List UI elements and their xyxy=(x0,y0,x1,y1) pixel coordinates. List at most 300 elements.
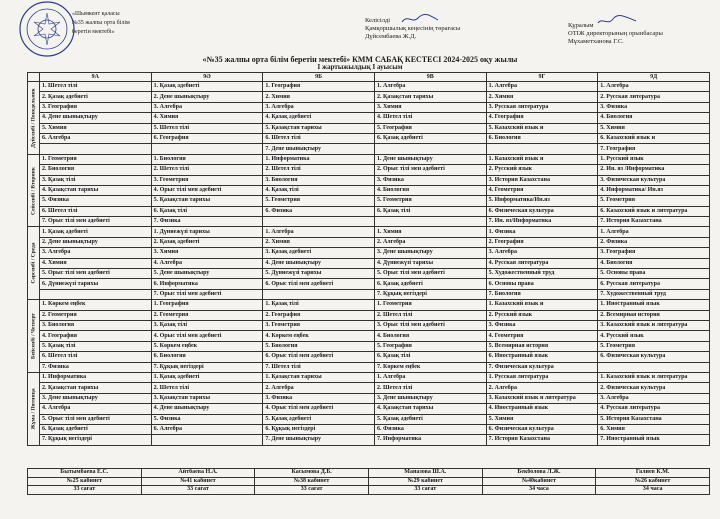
lesson-cell: 1. Казахский язык и xyxy=(486,300,598,310)
lesson-cell xyxy=(374,217,486,227)
lesson-cell: 3. Алгебра xyxy=(486,248,598,258)
approved-name: Мұхаметханова Г.С. xyxy=(568,38,624,45)
lesson-cell: 1. Шетел тілі xyxy=(40,82,152,92)
lesson-cell: 6. География xyxy=(151,133,263,143)
lesson-cell: 2. Русский язык xyxy=(486,165,598,175)
lesson-row xyxy=(28,227,710,237)
lesson-cell: 1. Казахский язык и xyxy=(486,154,598,164)
lesson-row xyxy=(28,414,710,424)
lesson-cell: 1. Русский язык xyxy=(598,154,710,164)
weekly-hours: 34 часа xyxy=(482,486,596,495)
agreed-label: Келісілді xyxy=(365,17,391,24)
room-number: №38 кабинет xyxy=(255,477,369,486)
lesson-cell: 6. Шетел тілі xyxy=(40,206,152,216)
lesson-cell: 5. Информатика/Ин.яз xyxy=(486,196,598,206)
lesson-cell: 2. Русская литература xyxy=(598,92,710,102)
lesson-cell: 1. Иностранный язык xyxy=(598,300,710,310)
lesson-cell: 6. Биология xyxy=(486,133,598,143)
lesson-cell: 1. Химия xyxy=(374,227,486,237)
school-name-line: беретін мектебі» xyxy=(72,29,115,35)
lesson-cell: 5. Дүниежүзі тарихы xyxy=(263,269,375,279)
lesson-cell: 2. Қазақ әдебиеті xyxy=(151,237,263,247)
lesson-cell: 7. Биология xyxy=(486,289,598,299)
lesson-cell: 6. Құқық негіздері xyxy=(263,424,375,434)
room-number: №29 кабинет xyxy=(368,477,482,486)
lesson-cell: 2. Шетел тілі xyxy=(263,165,375,175)
lesson-cell: 4. Биология xyxy=(598,113,710,123)
lesson-cell: 6. Иностранный язык xyxy=(486,352,598,362)
lesson-row xyxy=(28,383,710,393)
lesson-cell: 5. Геометрия xyxy=(263,196,375,206)
page-title: «№35 жалпы орта білім беретін мектебі» КММ САБАҚ КЕСТЕСІ 2024-2025 оқу жылы xyxy=(202,55,518,64)
lesson-cell: 6. Қазақ әдебиеті xyxy=(40,424,152,434)
lesson-cell: 7. Орыс тілі мен әдебиеті xyxy=(40,217,152,227)
lesson-cell: 7. Иностранный язык xyxy=(598,435,710,445)
room-number: №26 кабинет xyxy=(596,477,710,486)
lesson-cell: 6. Биология xyxy=(151,352,263,362)
approved-label: Құралым xyxy=(568,22,594,29)
lesson-cell: 5. География xyxy=(374,341,486,351)
lesson-cell: 3. Физика xyxy=(374,175,486,185)
lesson-cell: 1. Информатика xyxy=(263,154,375,164)
lesson-row xyxy=(28,372,710,382)
lesson-cell: 5. Қазақстан тарихы xyxy=(263,123,375,133)
lesson-cell: 1. Дене шынықтыру xyxy=(374,154,486,164)
lesson-cell: 2. Орыс тілі мен әдебиеті xyxy=(374,165,486,175)
lesson-cell xyxy=(598,362,710,372)
schedule-table xyxy=(27,72,710,446)
teacher-row xyxy=(28,469,710,478)
lesson-cell: 2. Дене шынықтыру xyxy=(151,92,263,102)
lesson-cell xyxy=(40,144,152,154)
lesson-cell: 5. Шетел тілі xyxy=(151,123,263,133)
lesson-cell: 2. Алгебра xyxy=(263,383,375,393)
lesson-row xyxy=(28,279,710,289)
lesson-cell: 2. Қазақстан тарихы xyxy=(40,383,152,393)
lesson-cell: 5. Орыс тілі мен әдебиеті xyxy=(40,414,152,424)
lesson-cell: 4. Биология xyxy=(598,258,710,268)
lesson-cell: 1. Геометрия xyxy=(374,300,486,310)
lesson-cell: 3. Физика xyxy=(263,393,375,403)
lesson-cell: 3. Физика xyxy=(598,102,710,112)
lesson-cell: 4. География xyxy=(40,331,152,341)
room-row xyxy=(28,477,710,486)
lesson-cell: 6. Физическая культура xyxy=(486,424,598,434)
lesson-row xyxy=(28,300,710,310)
lesson-cell: 4. Дене шынықтыру xyxy=(263,258,375,268)
lesson-cell: 3. Дене шынықтыру xyxy=(374,393,486,403)
lesson-cell: 4. Русская литература xyxy=(598,404,710,414)
lesson-row xyxy=(28,92,710,102)
lesson-cell: 2. Ин. яз /Информатика xyxy=(598,165,710,175)
lesson-cell: 6. Казахский язык и xyxy=(598,133,710,143)
lesson-cell: 7. Орыс тілі мен әдебиеті xyxy=(151,289,263,299)
day-name: Жұма / Пятница xyxy=(30,388,36,430)
lesson-cell: 2. Всемирная история xyxy=(598,310,710,320)
weekly-hours: 33 сағат xyxy=(141,486,255,495)
lesson-row xyxy=(28,237,710,247)
class-header: 9А xyxy=(40,73,152,82)
lesson-row xyxy=(28,206,710,216)
lesson-cell: 1. Алгебра xyxy=(374,372,486,382)
day-label xyxy=(28,372,40,445)
lesson-row xyxy=(28,269,710,279)
lesson-cell: 2. Алгебра xyxy=(486,383,598,393)
lesson-cell: 7. Дене шынықтыру xyxy=(263,144,375,154)
lesson-row xyxy=(28,258,710,268)
lesson-cell: 5. Химия xyxy=(486,414,598,424)
teacher-name: Касымова Д.Б. xyxy=(255,469,369,478)
lesson-cell: 5. Основы права xyxy=(598,269,710,279)
lesson-cell: 2. Қазақ әдебиеті xyxy=(40,92,152,102)
lesson-cell: 4. Орыс тілі мен әдебиеті xyxy=(263,404,375,414)
lesson-cell xyxy=(151,435,263,445)
lesson-cell: 7. Ин. яз/Информатика xyxy=(486,217,598,227)
weekly-hours: 33 сағат xyxy=(28,486,142,495)
signature-icon xyxy=(596,14,638,28)
lesson-cell: 6. Қазақ тілі xyxy=(374,206,486,216)
lesson-cell: 3. Биология xyxy=(263,175,375,185)
lesson-cell: 4. Иностранный язык xyxy=(486,404,598,414)
class-header: 9Ә xyxy=(151,73,263,82)
lesson-cell: 1. Көркем еңбек xyxy=(40,300,152,310)
day-label xyxy=(28,227,40,300)
lesson-cell: 3. Орыс тілі мен әдебиеті xyxy=(374,320,486,330)
lesson-cell: 3. Қазақ әдебиеті xyxy=(263,248,375,258)
lesson-cell: 3. Химия xyxy=(374,102,486,112)
lesson-row xyxy=(28,331,710,341)
lesson-row xyxy=(28,102,710,112)
lesson-row xyxy=(28,196,710,206)
lesson-cell: 2. Русский язык xyxy=(486,310,598,320)
lesson-cell: 5. Казахский язык и xyxy=(486,123,598,133)
lesson-cell: 5. Физика xyxy=(151,414,263,424)
lesson-cell: 6. Физика xyxy=(374,424,486,434)
lesson-cell: 2. География xyxy=(263,310,375,320)
lesson-cell: 5. Орыс тілі мен әдебиеті xyxy=(374,269,486,279)
lesson-cell: 1. География xyxy=(263,82,375,92)
lesson-cell: 5. Көркем еңбек xyxy=(151,341,263,351)
lesson-cell: 2. Геометрия xyxy=(151,310,263,320)
lesson-cell: 4. Химия xyxy=(151,113,263,123)
lesson-cell: 7. История Казахстана xyxy=(598,217,710,227)
school-name-line: №35 жалпы орта білім xyxy=(72,20,130,26)
lesson-cell: 7. Құқық негіздері xyxy=(374,289,486,299)
lesson-cell: 4. Биология xyxy=(374,185,486,195)
lesson-cell: 4. Дене шынықтыру xyxy=(151,404,263,414)
school-name-block xyxy=(72,10,182,37)
lesson-cell: 4. Алгебра xyxy=(151,258,263,268)
lesson-cell: 3. Қазақ тілі xyxy=(151,320,263,330)
weekly-hours: 33 сағат xyxy=(368,486,482,495)
weekly-hours: 34 часа xyxy=(596,486,710,495)
lesson-cell: 7. Физика xyxy=(151,217,263,227)
lesson-cell: 6. Информатика xyxy=(151,279,263,289)
lesson-cell: 3. История Казахстана xyxy=(486,175,598,185)
lesson-cell: 4. Орыс тілі мен әдебиеті xyxy=(151,331,263,341)
lesson-cell: 6. Қазақ әдебиеті xyxy=(374,279,486,289)
lesson-cell: 3. Казахский язык и литература xyxy=(598,320,710,330)
page-subtitle: I жартыжылдық I ауысым xyxy=(317,63,403,71)
lesson-cell: 4. Биология xyxy=(374,331,486,341)
lesson-row xyxy=(28,435,710,445)
lesson-row xyxy=(28,320,710,330)
hours-row xyxy=(28,486,710,495)
lesson-cell: 6. Физическая культура xyxy=(486,206,598,216)
lesson-cell: 5. Геометрия xyxy=(374,196,486,206)
lesson-cell: 4. Информатика/ Ин.яз xyxy=(598,185,710,195)
lesson-cell: 3. Дене шынықтыру xyxy=(40,393,152,403)
corner-cell xyxy=(28,73,40,82)
lesson-cell: 3. Қазақ тілі xyxy=(40,175,152,185)
lesson-cell: 6. Алгебра xyxy=(40,133,152,143)
day-name: Дүйсенбі / Понедельник xyxy=(30,88,36,148)
lesson-cell: 6. Шетел тілі xyxy=(263,133,375,143)
lesson-cell: 5. Геометрия xyxy=(598,341,710,351)
lesson-cell: 4. Геометрия xyxy=(486,185,598,195)
lesson-cell: 2. Биология xyxy=(40,165,152,175)
lesson-row xyxy=(28,352,710,362)
lesson-cell: 1. Алгебра xyxy=(486,82,598,92)
lesson-row xyxy=(28,424,710,434)
lesson-row xyxy=(28,393,710,403)
lesson-row xyxy=(28,175,710,185)
lesson-row xyxy=(28,133,710,143)
lesson-row xyxy=(28,165,710,175)
lesson-cell xyxy=(263,289,375,299)
lesson-cell: 3. Қазақстан тарихы xyxy=(151,393,263,403)
lesson-cell: 3. Биология xyxy=(40,320,152,330)
lesson-row xyxy=(28,185,710,195)
class-header: 9Б xyxy=(263,73,375,82)
teacher-name: Айтбаева Н.А. xyxy=(141,469,255,478)
lesson-cell: 4. Қазақ тілі xyxy=(263,185,375,195)
lesson-cell: 7. История Казахстана xyxy=(486,435,598,445)
school-name-line: «Шымкент қаласы xyxy=(72,11,120,17)
lesson-cell: 3. Казахский язык и литература xyxy=(486,393,598,403)
lesson-cell: 5. География xyxy=(374,123,486,133)
lesson-cell: 1. Биология xyxy=(151,154,263,164)
day-label xyxy=(28,154,40,227)
lesson-cell: 6. Шетел тілі xyxy=(40,352,152,362)
lesson-cell: 5. Дене шынықтыру xyxy=(151,269,263,279)
lesson-cell: 1. География xyxy=(151,300,263,310)
lesson-cell: 6. Қазақ әдебиеті xyxy=(374,133,486,143)
lesson-cell: 4. Орыс тілі мен әдебиеті xyxy=(151,185,263,195)
lesson-cell: 4. Шетел тілі xyxy=(374,113,486,123)
lesson-cell: 3. Геометрия xyxy=(263,320,375,330)
lesson-row xyxy=(28,217,710,227)
lesson-cell: 1. Информатика xyxy=(40,372,152,382)
lesson-cell: 5. Всемирная история xyxy=(486,341,598,351)
lesson-cell: 5. Художественный труд xyxy=(486,269,598,279)
lesson-cell: 1. Алгебра xyxy=(263,227,375,237)
lesson-cell: 4. Химия xyxy=(40,258,152,268)
lesson-cell: 6. Основы права xyxy=(486,279,598,289)
lesson-cell: 6. Алгебра xyxy=(151,424,263,434)
lesson-cell: 2. Химия xyxy=(263,92,375,102)
class-header: 9В xyxy=(374,73,486,82)
lesson-cell: 1. Қазақ әдебиеті xyxy=(151,82,263,92)
lesson-cell: 5. Қазақ тілі xyxy=(40,341,152,351)
lesson-cell: 7. Информатика xyxy=(374,435,486,445)
lesson-cell: 7. Художественный труд xyxy=(598,289,710,299)
room-number: №41 кабинет xyxy=(141,477,255,486)
lesson-cell: 3. Физическая культура xyxy=(598,175,710,185)
lesson-cell: 6. Орыс тілі мен әдебиеті xyxy=(263,352,375,362)
lesson-cell: 3. Химия xyxy=(151,248,263,258)
lesson-cell: 3. Алгебра xyxy=(40,248,152,258)
lesson-cell: 4. Геометрия xyxy=(486,331,598,341)
lesson-cell: 7. Физическая культура xyxy=(486,362,598,372)
lesson-cell: 1. Казахский язык и литература xyxy=(598,372,710,382)
agreed-name: Дүйсембаева Ж.Д. xyxy=(365,33,417,40)
lesson-cell: 4. Қазақстан тарихы xyxy=(40,185,152,195)
lesson-cell: 1. Алгебра xyxy=(598,227,710,237)
day-name: Сейсенбі / Вторник xyxy=(30,166,36,215)
lesson-cell: 4. Русская литература xyxy=(486,258,598,268)
lesson-cell: 4. Көркем еңбек xyxy=(263,331,375,341)
lesson-cell: 1. Қазақ әдебиеті xyxy=(40,227,152,237)
teacher-name: Галиев К.М. xyxy=(596,469,710,478)
lesson-cell: 5. Қазақ әдебиеті xyxy=(263,414,375,424)
lesson-cell: 5. История Казахстана xyxy=(598,414,710,424)
lesson-cell: 2. Қазақстан тарихы xyxy=(374,92,486,102)
school-seal-icon xyxy=(18,0,76,58)
lesson-row xyxy=(28,123,710,133)
lesson-row xyxy=(28,289,710,299)
lesson-cell: 3. Алгебра xyxy=(263,102,375,112)
lesson-cell: 4. География xyxy=(486,113,598,123)
lesson-cell: 4. Қазақстан тарихы xyxy=(374,404,486,414)
lesson-cell: 2. Шетел тілі xyxy=(374,310,486,320)
lesson-cell xyxy=(263,217,375,227)
lesson-row xyxy=(28,310,710,320)
lesson-cell: 2. Геометрия xyxy=(40,310,152,320)
lesson-cell: 2. Шетел тілі xyxy=(151,165,263,175)
room-number: №25 кабинет xyxy=(28,477,142,486)
lesson-row xyxy=(28,404,710,414)
room-number: №40кабинет xyxy=(482,477,596,486)
lesson-cell: 6. Казахский язык и литература xyxy=(598,206,710,216)
lesson-cell xyxy=(40,289,152,299)
lesson-cell: 5. Биология xyxy=(263,341,375,351)
lesson-cell: 2. Алгебра xyxy=(374,237,486,247)
lesson-cell: 7. География xyxy=(598,144,710,154)
day-label xyxy=(28,300,40,373)
lesson-cell: 1. Русская литература xyxy=(486,372,598,382)
lesson-cell: 6. Физика xyxy=(263,206,375,216)
lesson-cell: 7. Құқық негіздері xyxy=(40,435,152,445)
lesson-cell: 2. Шетел тілі xyxy=(374,383,486,393)
lesson-cell: 2. Физическая культура xyxy=(598,383,710,393)
lesson-cell: 6. Дүниежүзі тарихы xyxy=(40,279,152,289)
lesson-cell: 1. Геометрия xyxy=(40,154,152,164)
lesson-cell: 1. Алгебра xyxy=(374,82,486,92)
lesson-cell: 7. Құқық негіздері xyxy=(151,362,263,372)
lesson-cell: 3. География xyxy=(598,248,710,258)
lesson-cell: 1. Алгебра xyxy=(598,82,710,92)
lesson-cell: 7. Шетел тілі xyxy=(263,362,375,372)
lesson-row xyxy=(28,154,710,164)
lesson-cell: 5. Химия xyxy=(598,123,710,133)
lesson-row xyxy=(28,248,710,258)
lesson-cell: 6. Химия xyxy=(598,424,710,434)
lesson-cell: 7. Дене шынықтыру xyxy=(263,435,375,445)
lesson-cell: 6. Орыс тілі мен әдебиеті xyxy=(263,279,375,289)
lesson-cell: 4. Русский язык xyxy=(598,331,710,341)
lesson-cell: 4. Қазақ әдебиеті xyxy=(263,113,375,123)
lesson-row xyxy=(28,362,710,372)
class-header: 9Г xyxy=(486,73,598,82)
teacher-name: Маназова Ш.А. xyxy=(368,469,482,478)
lesson-cell: 6. Физическая культура xyxy=(598,352,710,362)
lesson-row xyxy=(28,341,710,351)
lesson-cell: 4. Алгебра xyxy=(40,404,152,414)
lesson-cell: 2. Химия xyxy=(486,92,598,102)
teacher-name: Бытымбаева Е.С. xyxy=(28,469,142,478)
lesson-cell: 4. Дене шынықтыру xyxy=(40,113,152,123)
lesson-row xyxy=(28,113,710,123)
lesson-cell: 7. Физика xyxy=(40,362,152,372)
weekly-hours: 33 сағат xyxy=(255,486,369,495)
lesson-cell xyxy=(374,144,486,154)
lesson-cell: 5. Орыс тілі мен әдебиеті xyxy=(40,269,152,279)
lesson-cell: 1. Дүниежүзі тарихы xyxy=(151,227,263,237)
lesson-cell: 4. Дүниежүзі тарихы xyxy=(374,258,486,268)
class-header: 9Д xyxy=(598,73,710,82)
lesson-cell: 2. География xyxy=(486,237,598,247)
teacher-name: Бекболова Л.Ж. xyxy=(482,469,596,478)
lesson-cell: 5. Геометрия xyxy=(598,196,710,206)
day-name: Сәрсенбі / Среда xyxy=(30,242,36,284)
lesson-cell xyxy=(486,144,598,154)
lesson-cell: 6. Русская литература xyxy=(598,279,710,289)
lesson-cell: 5. Физика xyxy=(40,196,152,206)
lesson-cell: 3. Русская литература xyxy=(486,102,598,112)
class-header-row xyxy=(28,73,710,82)
day-name: Бейсенбі / Четверг xyxy=(30,313,36,360)
lesson-cell: 2. Дене шынықтыру xyxy=(40,237,152,247)
lesson-cell: 6. Қазақ тілі xyxy=(151,206,263,216)
lesson-cell: 1. Қазақ әдебиеті xyxy=(151,372,263,382)
teachers-table xyxy=(27,468,710,495)
agreed-position: Қамқоршылық кеңесінің төрағасы xyxy=(365,25,461,32)
lesson-cell: 2. Физика xyxy=(598,237,710,247)
lesson-cell: 5. Химия xyxy=(40,123,152,133)
lesson-cell: 3. Алгебра xyxy=(151,102,263,112)
day-label xyxy=(28,82,40,155)
lesson-cell xyxy=(151,144,263,154)
lesson-row xyxy=(28,144,710,154)
lesson-cell: 3. Физика xyxy=(486,320,598,330)
signature-icon xyxy=(400,12,440,26)
lesson-cell: 1. Физика xyxy=(486,227,598,237)
lesson-cell: 5. Қазақ әдебиеті xyxy=(374,414,486,424)
approved-position: ОТІЖ директорының орынбасары xyxy=(568,30,663,37)
lesson-cell: 2. Химия xyxy=(263,237,375,247)
lesson-cell: 1. Қазақстан тарихы xyxy=(263,372,375,382)
lesson-cell: 3. Геометрия xyxy=(151,175,263,185)
lesson-cell: 1. Қазақ тілі xyxy=(263,300,375,310)
schedule-body xyxy=(28,82,710,446)
lesson-cell: 7. Көркем еңбек xyxy=(374,362,486,372)
lesson-cell: 3. Дене шынықтыру xyxy=(374,248,486,258)
lesson-row xyxy=(28,82,710,92)
lesson-cell: 6. Қазақ тілі xyxy=(374,352,486,362)
lesson-cell: 5. Қазақстан тарихы xyxy=(151,196,263,206)
lesson-cell: 3. Алгебра xyxy=(598,393,710,403)
